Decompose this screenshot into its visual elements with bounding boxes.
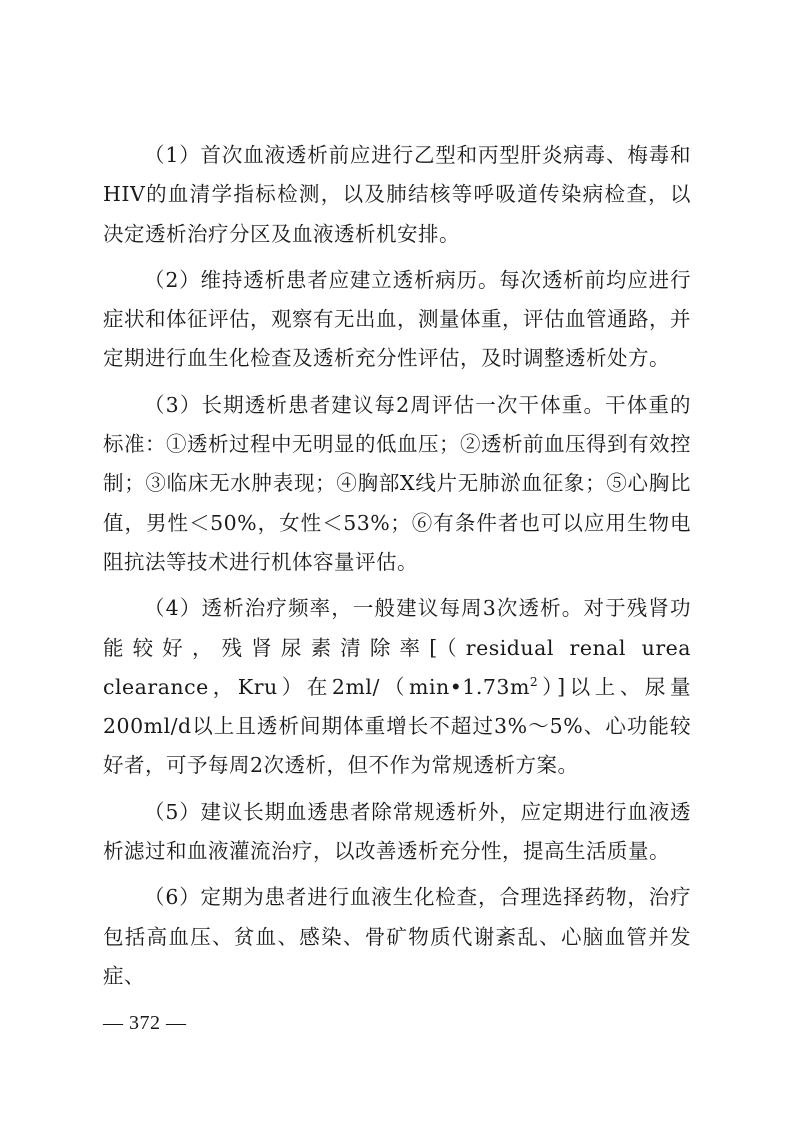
paragraph-2 [103, 261, 691, 379]
paragraph-1 [103, 136, 691, 254]
paragraph-1-text: （1）首次血液透析前应进行乙型和丙型肝炎病毒、梅毒和HIV的血清学指标检测，以及肺结核等呼吸道传染病检查，以决定透析治疗分区及血液透析机安排。 [103, 143, 691, 246]
paragraph-6 [103, 878, 691, 996]
paragraph-5 [103, 793, 691, 872]
paragraph-6-text: （6）定期为患者进行血液生化检查，合理选择药物，治疗包括高血压、贫血、感染、骨矿物质代谢紊乱、心脑血管并发症、 [103, 885, 691, 988]
paragraph-4-text-before: （4）透析治疗频率，一般建议每周3次透析。对于残肾功能较好，残肾尿素清除率[（residual renal urea clearance，Kru）在2ml/（min•1.73m [103, 596, 691, 699]
page-number: — 372 — [103, 1012, 187, 1034]
paragraph-4 [103, 589, 691, 785]
paragraph-4-superscript: 2 [529, 675, 539, 690]
paragraph-4-text-after: ）]以上、尿量200ml/d以上且透析间期体重增长不超过3%～5%、心功能较好者，可予每周2次透析，但不作为常规透析方案。 [103, 674, 691, 778]
paragraph-5-text: （5）建议长期血透患者除常规透析外，应定期进行血液透析滤过和血液灌流治疗，以改善透析充分性，提高生活质量。 [103, 799, 691, 864]
paragraph-3 [103, 386, 691, 582]
document-body [103, 136, 691, 1003]
paragraph-2-text: （2）维持透析患者应建立透析病历。每次透析前均应进行症状和体征评估，观察有无出血，测量体重，评估血管通路，并定期进行血生化检查及透析充分性评估，及时调整透析处方。 [103, 267, 691, 371]
paragraph-3-text: （3）长期透析患者建议每2周评估一次干体重。干体重的标准：①透析过程中无明显的低血压；②透析前血压得到有效控制；③临床无水肿表现；④胸部X线片无肺淤血征象；⑤心胸比值，男性＜50%，女性＜53%；⑥有条件者也可以应用生物电阻抗法等技术进行机体容量评估。 [103, 392, 691, 574]
